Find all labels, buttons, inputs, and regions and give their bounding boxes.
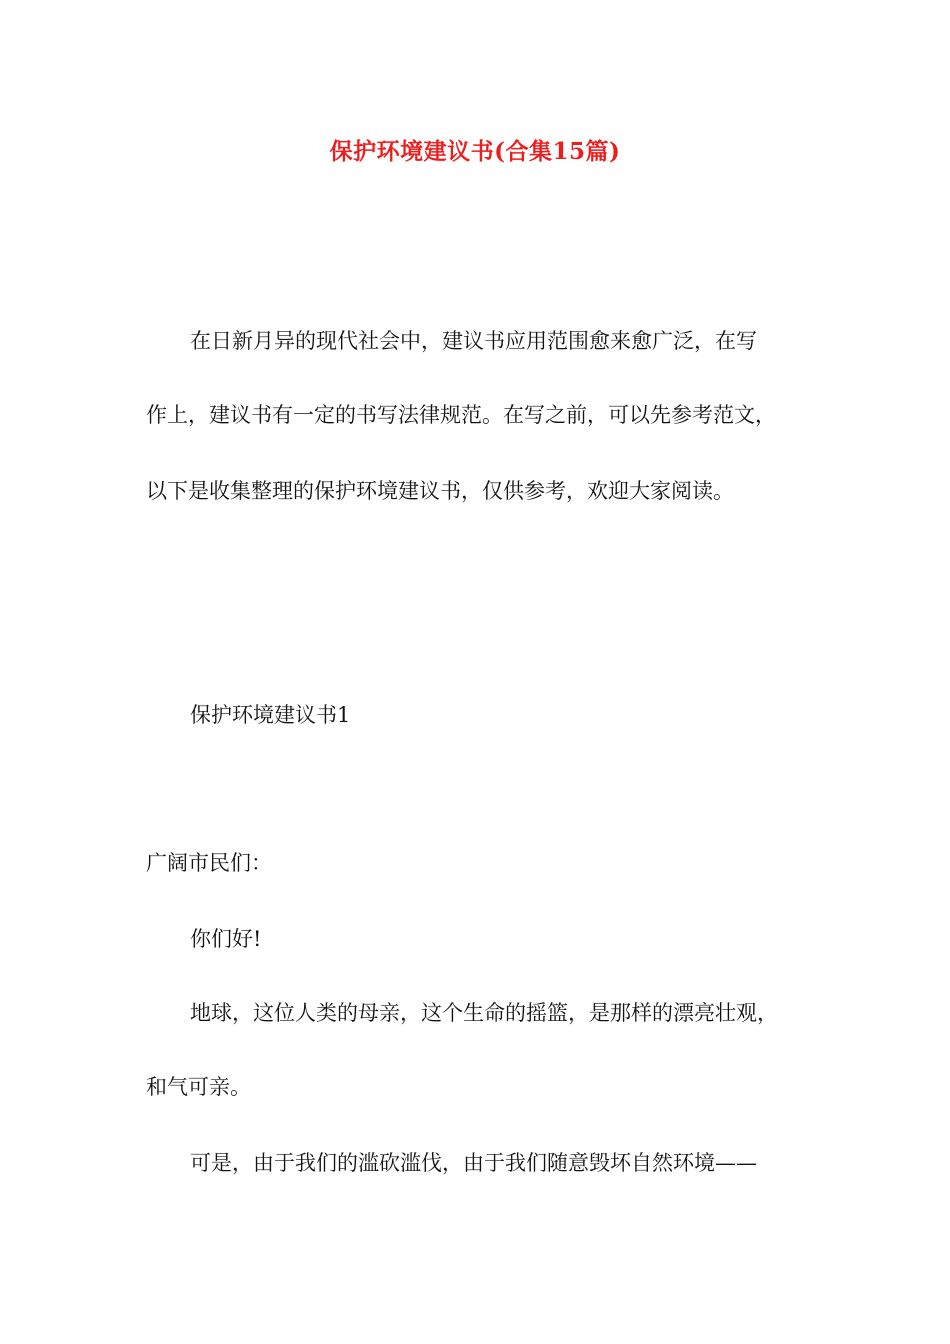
intro-line-2: 作上，建议书有一定的书写法律规范。在写之前，可以先参考范文， — [146, 403, 776, 427]
intro-line-1: 在日新月异的现代社会中，建议书应用范围愈来愈广泛，在写 — [190, 329, 757, 353]
greeting: 你们好! — [190, 927, 262, 951]
section-heading: 保护环境建议书1 — [190, 703, 351, 727]
intro-line-3: 以下是收集整理的保护环境建议书，仅供参考，欢迎大家阅读。 — [146, 479, 734, 503]
body-line-3: 可是，由于我们的滥砍滥伐，由于我们随意毁坏自然环境—— — [190, 1151, 757, 1175]
document-title: 保护环境建议书(合集15篇) — [329, 138, 621, 165]
body-line-2: 和气可亲。 — [146, 1075, 251, 1099]
salutation: 广阔市民们： — [146, 851, 272, 875]
body-line-1: 地球，这位人类的母亲，这个生命的摇篮，是那样的漂亮壮观， — [190, 1001, 778, 1025]
